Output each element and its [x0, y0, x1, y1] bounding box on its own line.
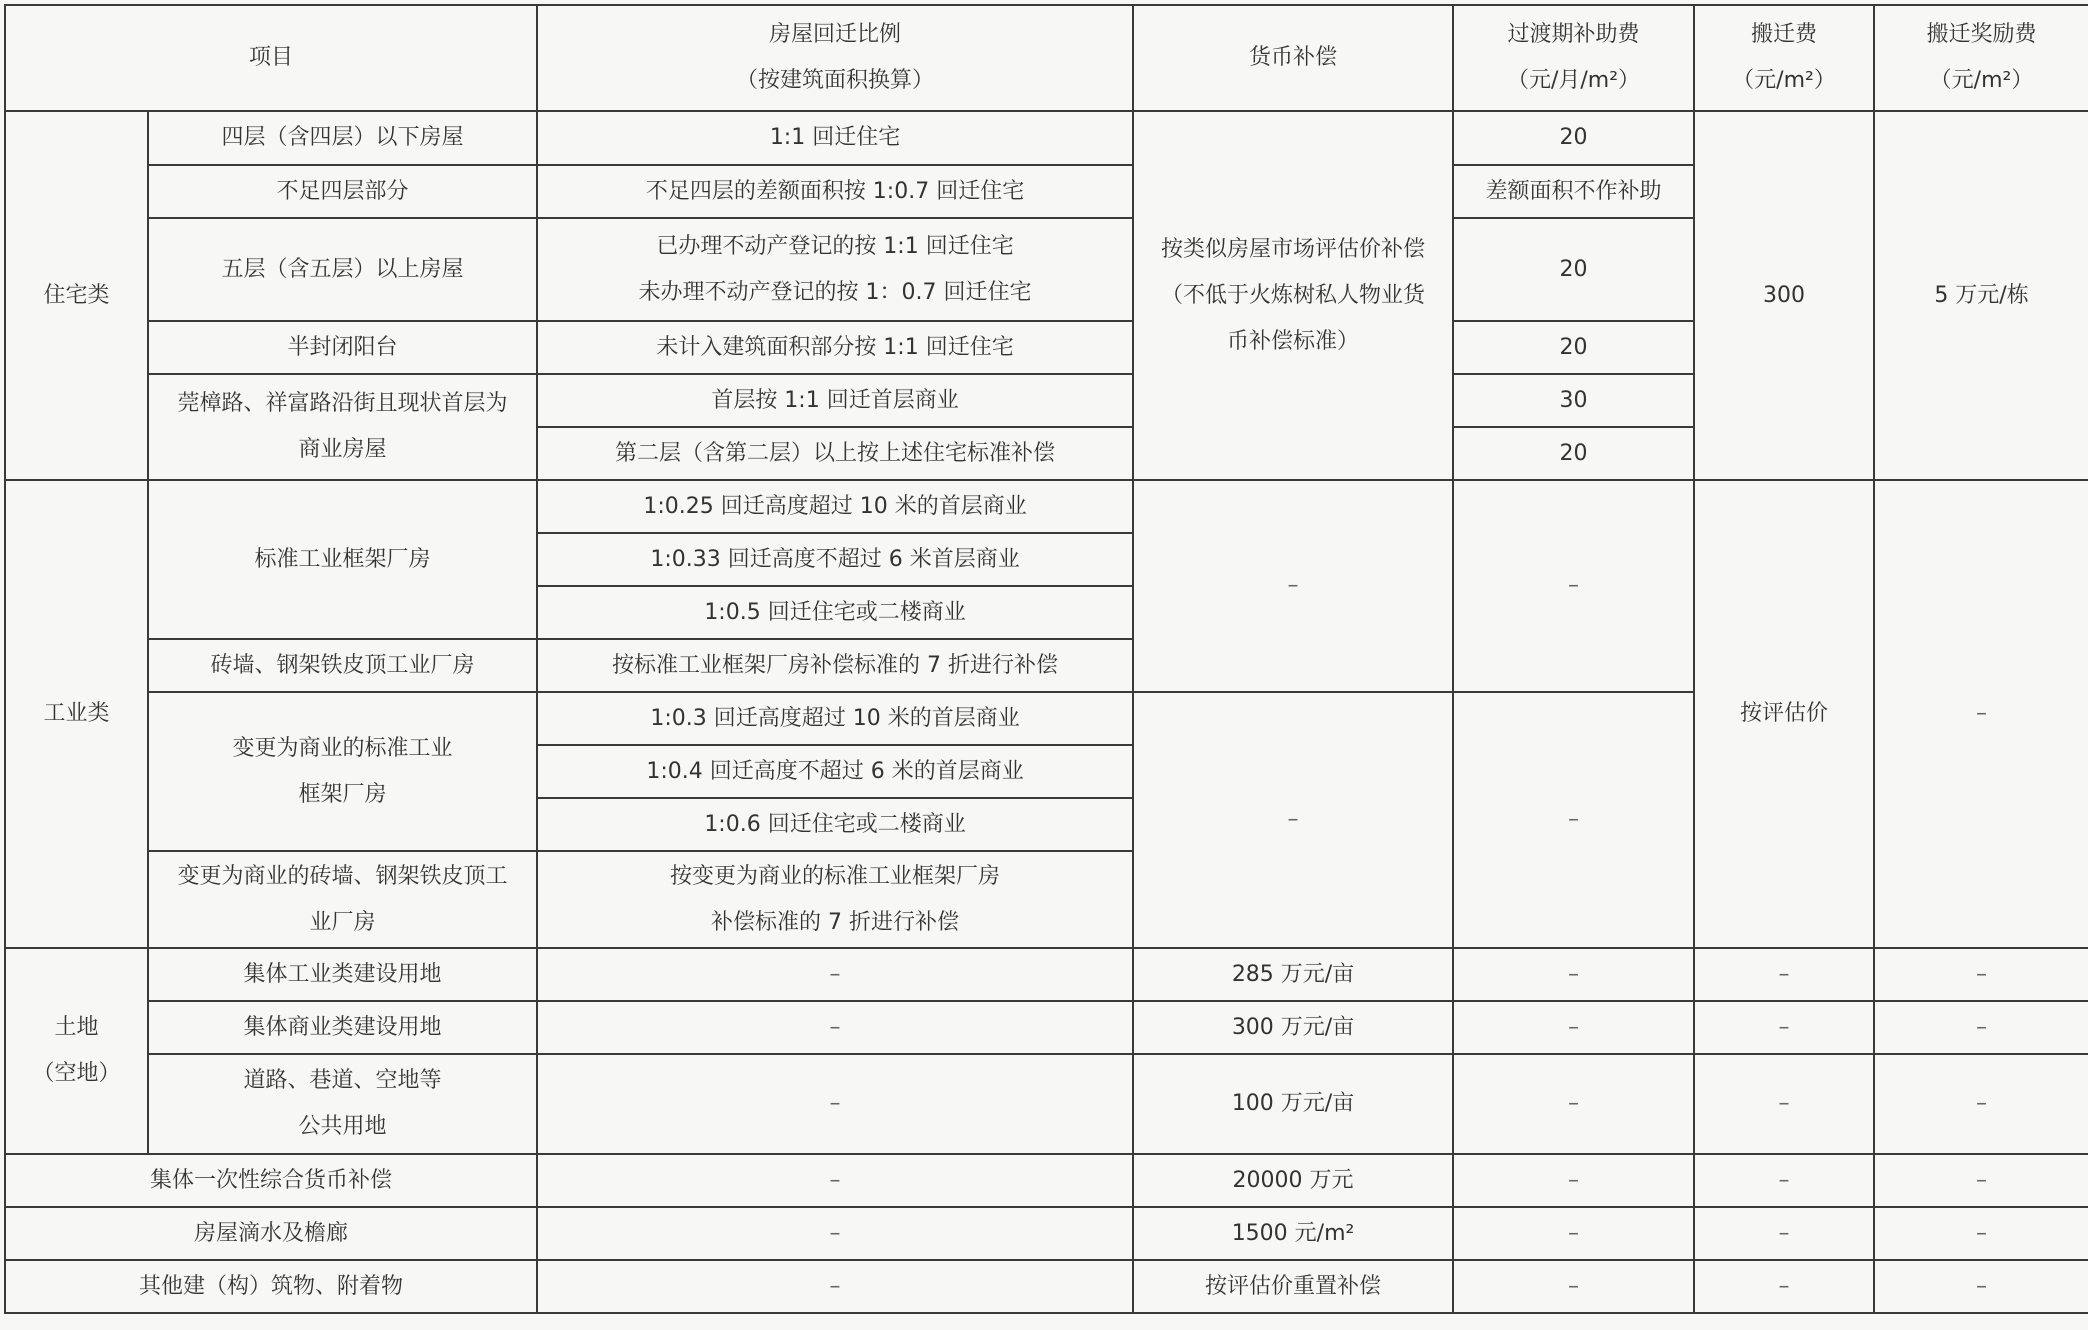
transition-cell: 20 — [1453, 321, 1694, 374]
money-cell: 1500 元/m² — [1133, 1207, 1453, 1260]
transition-cell: – — [1453, 692, 1694, 948]
item-cell: 不足四层部分 — [148, 165, 537, 218]
moving-cell: – — [1694, 1054, 1874, 1154]
transition-cell: – — [1453, 480, 1694, 692]
transition-cell: – — [1453, 1207, 1694, 1260]
ratio-cell: 1:0.25 回迁高度超过 10 米的首层商业 — [537, 480, 1133, 533]
transition-cell: – — [1453, 1260, 1694, 1313]
ratio-cell: 按标准工业框架厂房补偿标准的 7 折进行补偿 — [537, 639, 1133, 692]
item-cell: 五层（含五层）以上房屋 — [148, 218, 537, 321]
transition-cell: – — [1453, 1054, 1694, 1154]
money-cell: 300 万元/亩 — [1133, 1001, 1453, 1054]
ratio-cell: 1:1 回迁住宅 — [537, 111, 1133, 165]
header-transition: 过渡期补助费 （元/月/m²） — [1453, 5, 1694, 111]
money-cell: 100 万元/亩 — [1133, 1054, 1453, 1154]
header-reward: 搬迁奖励费 （元/m²） — [1874, 5, 2088, 111]
item-cell: 标准工业框架厂房 — [148, 480, 537, 639]
table-row — [5, 111, 2088, 165]
item-cell: 变更为商业的标准工业 框架厂房 — [148, 692, 537, 851]
money-cell: – — [1133, 692, 1453, 948]
money-cell: 20000 万元 — [1133, 1154, 1453, 1207]
header-ratio: 房屋回迁比例 （按建筑面积换算） — [537, 5, 1133, 111]
table-row — [5, 1207, 2088, 1260]
transition-cell: 20 — [1453, 218, 1694, 321]
header-moving: 搬迁费 （元/m²） — [1694, 5, 1874, 111]
residential-moving-cell: 300 — [1694, 111, 1874, 480]
table-row — [5, 1054, 2088, 1154]
ratio-cell: – — [537, 1207, 1133, 1260]
item-cell: 莞樟路、祥富路沿街且现状首层为 商业房屋 — [148, 374, 537, 480]
category-land: 土地 （空地） — [5, 948, 148, 1154]
reward-cell: – — [1874, 1260, 2088, 1313]
transition-cell: 30 — [1453, 374, 1694, 427]
ratio-cell: – — [537, 1260, 1133, 1313]
reward-cell: – — [1874, 1154, 2088, 1207]
ratio-cell: 首层按 1:1 回迁首层商业 — [537, 374, 1133, 427]
category-industrial: 工业类 — [5, 480, 148, 948]
ratio-cell: 1:0.5 回迁住宅或二楼商业 — [537, 586, 1133, 639]
ratio-cell: – — [537, 1154, 1133, 1207]
item-cell: 砖墙、钢架铁皮顶工业厂房 — [148, 639, 537, 692]
header-item: 项目 — [5, 5, 537, 111]
table-row — [5, 1001, 2088, 1054]
money-cell: 按评估价重置补偿 — [1133, 1260, 1453, 1313]
industrial-moving-cell: 按评估价 — [1694, 480, 1874, 948]
moving-cell: – — [1694, 1001, 1874, 1054]
ratio-cell: 1:0.3 回迁高度超过 10 米的首层商业 — [537, 692, 1133, 745]
table-row — [5, 948, 2088, 1001]
item-cell: 集体一次性综合货币补偿 — [5, 1154, 537, 1207]
moving-cell: – — [1694, 1154, 1874, 1207]
reward-cell: – — [1874, 1054, 2088, 1154]
residential-money-cell: 按类似房屋市场评估价补偿 （不低于火炼树私人物业货 币补偿标准） — [1133, 111, 1453, 480]
item-cell: 其他建（构）筑物、附着物 — [5, 1260, 537, 1313]
item-cell: 道路、巷道、空地等 公共用地 — [148, 1054, 537, 1154]
moving-cell: – — [1694, 1207, 1874, 1260]
category-residential: 住宅类 — [5, 111, 148, 480]
transition-cell: – — [1453, 948, 1694, 1001]
ratio-cell: 1:0.4 回迁高度不超过 6 米的首层商业 — [537, 745, 1133, 798]
compensation-table — [4, 4, 2088, 1314]
reward-cell: – — [1874, 1001, 2088, 1054]
transition-cell: 20 — [1453, 427, 1694, 480]
moving-cell: – — [1694, 1260, 1874, 1313]
money-cell: – — [1133, 480, 1453, 692]
header-money: 货币补偿 — [1133, 5, 1453, 111]
money-cell: 285 万元/亩 — [1133, 948, 1453, 1001]
item-cell: 变更为商业的砖墙、钢架铁皮顶工 业厂房 — [148, 851, 537, 948]
item-cell: 集体商业类建设用地 — [148, 1001, 537, 1054]
item-cell: 房屋滴水及檐廊 — [5, 1207, 537, 1260]
industrial-reward-cell: – — [1874, 480, 2088, 948]
item-cell: 半封闭阳台 — [148, 321, 537, 374]
ratio-cell: 1:0.33 回迁高度不超过 6 米首层商业 — [537, 533, 1133, 586]
ratio-cell: 不足四层的差额面积按 1:0.7 回迁住宅 — [537, 165, 1133, 218]
compensation-table-sheet — [4, 4, 2088, 1314]
transition-cell: – — [1453, 1001, 1694, 1054]
item-cell: 集体工业类建设用地 — [148, 948, 537, 1001]
residential-reward-cell: 5 万元/栋 — [1874, 111, 2088, 480]
ratio-cell: 1:0.6 回迁住宅或二楼商业 — [537, 798, 1133, 851]
ratio-cell: – — [537, 948, 1133, 1001]
ratio-cell: 按变更为商业的标准工业框架厂房 补偿标准的 7 折进行补偿 — [537, 851, 1133, 948]
ratio-cell: 未计入建筑面积部分按 1:1 回迁住宅 — [537, 321, 1133, 374]
transition-cell: 20 — [1453, 111, 1694, 165]
table-row — [5, 480, 2088, 533]
ratio-cell: – — [537, 1001, 1133, 1054]
ratio-cell: 已办理不动产登记的按 1:1 回迁住宅 未办理不动产登记的按 1：0.7 回迁住宅 — [537, 218, 1133, 321]
table-row — [5, 1154, 2088, 1207]
ratio-cell: – — [537, 1054, 1133, 1154]
reward-cell: – — [1874, 1207, 2088, 1260]
table-row — [5, 1260, 2088, 1313]
moving-cell: – — [1694, 948, 1874, 1001]
transition-cell: – — [1453, 1154, 1694, 1207]
reward-cell: – — [1874, 948, 2088, 1001]
header-row — [5, 5, 2088, 111]
item-cell: 四层（含四层）以下房屋 — [148, 111, 537, 165]
ratio-cell: 第二层（含第二层）以上按上述住宅标准补偿 — [537, 427, 1133, 480]
transition-cell: 差额面积不作补助 — [1453, 165, 1694, 218]
